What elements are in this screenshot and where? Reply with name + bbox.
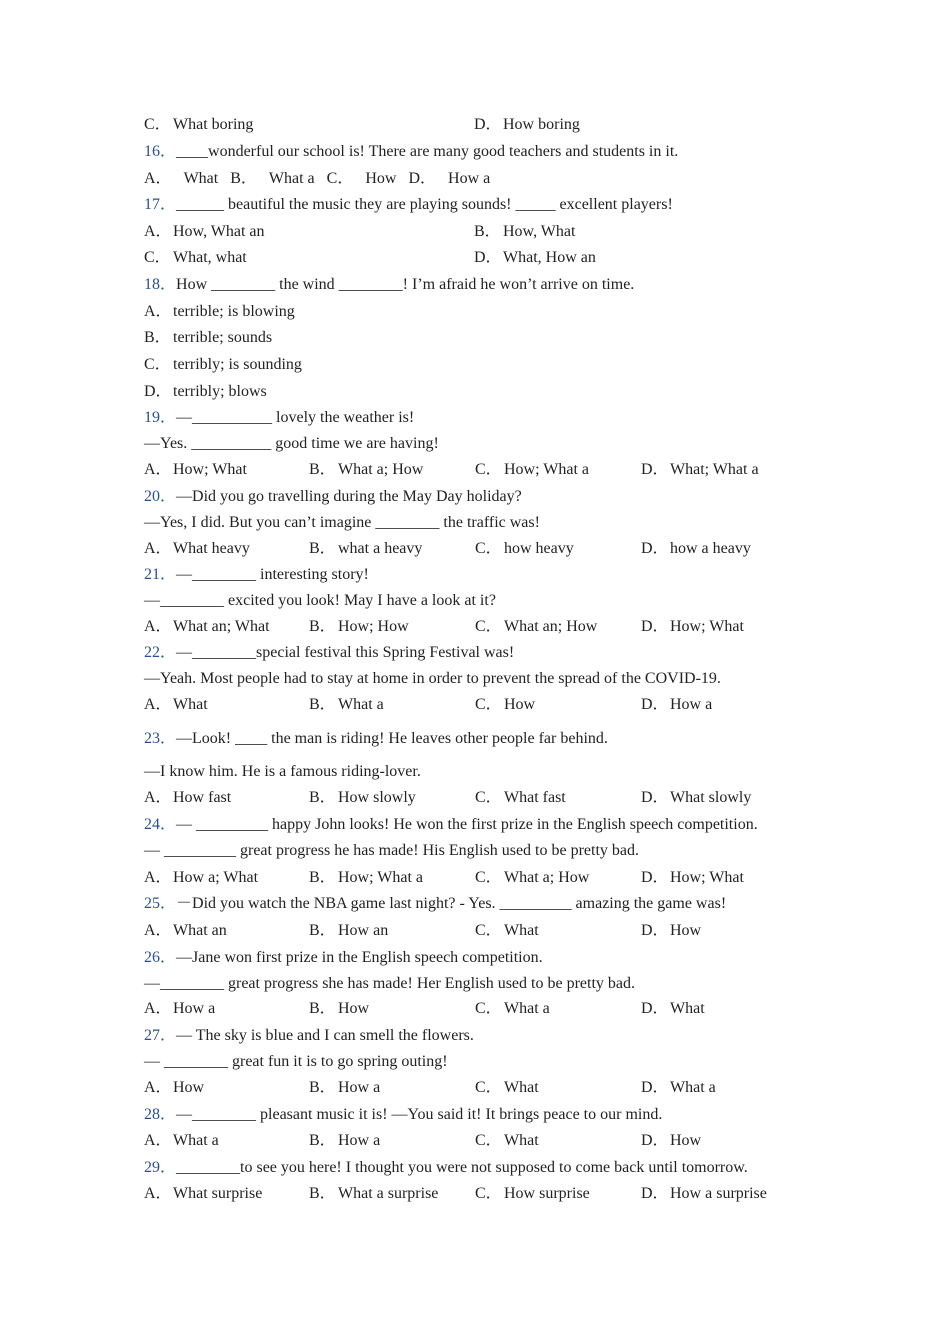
option-label: C．	[144, 249, 171, 266]
option-text: What	[504, 922, 539, 939]
question-line	[144, 815, 758, 835]
option-text: How surprise	[504, 1185, 590, 1202]
option-label: C．	[475, 540, 502, 557]
option-text: how heavy	[504, 540, 574, 557]
option-label: D．	[641, 1132, 669, 1149]
options-row	[144, 695, 824, 715]
answer-option	[309, 695, 384, 715]
option-text: What a	[504, 1000, 550, 1017]
answer-option	[144, 695, 208, 715]
option-text: How a	[670, 696, 713, 713]
answer-option	[144, 302, 295, 322]
answer-option	[641, 921, 701, 941]
option-label: B．	[309, 461, 336, 478]
question-number: 17．	[144, 196, 177, 213]
option-label: D．	[641, 540, 669, 557]
question-text: —Jane won first prize in the English speech competition.	[176, 949, 543, 966]
dialogue-line: —Yeah. Most people had to stay at home in order to prevent the spread of the COVID-19.	[144, 670, 721, 687]
answer-option	[475, 695, 535, 715]
question-text: ________to see you here! I thought you were not supposed to come back until tomorrow.	[176, 1159, 748, 1176]
option-text: How	[173, 1079, 205, 1096]
option-label: B．	[309, 540, 336, 557]
option-label: C．	[475, 922, 502, 939]
dialogue-line: —________ excited you look! May I have a look at it?	[144, 592, 496, 609]
answer-option	[475, 868, 589, 888]
answer-option	[327, 169, 397, 189]
option-label: C．	[144, 356, 171, 373]
option-text: what a heavy	[338, 540, 423, 557]
question-text: ______ beautiful the music they are playing sounds! _____ excellent players!	[176, 196, 673, 213]
dialogue-line: — _________ great progress he has made! His English used to be pretty bad.	[144, 842, 640, 859]
answer-option	[309, 1078, 380, 1098]
question-line	[144, 948, 543, 968]
answer-option	[144, 1078, 204, 1098]
option-text: How; What a	[504, 461, 590, 478]
option-text: How a	[173, 1000, 216, 1017]
answer-option	[144, 999, 215, 1019]
option-text: How a	[448, 170, 491, 187]
option-label: A．	[144, 618, 172, 635]
question-line	[144, 142, 678, 162]
option-text: How, What an	[173, 223, 265, 240]
question-text: —________special festival this Spring Festival was!	[176, 644, 515, 661]
option-text: What	[504, 1132, 539, 1149]
answer-option	[641, 460, 759, 480]
question-line	[144, 195, 673, 215]
option-text: What a; How	[504, 869, 590, 886]
answer-option	[309, 539, 422, 559]
option-text: terrible; sounds	[173, 329, 273, 346]
answer-option	[474, 222, 575, 242]
question-text: How ________ the wind ________! I’m afraid he won’t arrive on time.	[176, 276, 635, 293]
answer-option	[408, 169, 490, 189]
answer-option	[144, 169, 218, 189]
dialogue-line: —I know him. He is a famous riding-lover.	[144, 763, 421, 780]
answer-option	[144, 222, 265, 242]
option-text: how a heavy	[670, 540, 751, 557]
option-label: A．	[144, 223, 172, 240]
option-text: How; What a	[338, 869, 424, 886]
answer-option	[475, 539, 574, 559]
option-label: B．	[309, 1185, 336, 1202]
option-text: What boring	[173, 116, 254, 133]
option-text: How, What	[503, 223, 576, 240]
answer-option	[475, 1078, 539, 1098]
option-text: How	[338, 1000, 370, 1017]
option-label: C．	[475, 1000, 502, 1017]
option-label: D．	[474, 249, 502, 266]
option-label: B．	[309, 1079, 336, 1096]
option-label: D．	[641, 461, 669, 478]
option-text: How a surprise	[670, 1185, 767, 1202]
option-text: terribly; is sounding	[173, 356, 302, 373]
answer-option	[641, 1184, 767, 1204]
question-text: — The sky is blue and I can smell the flowers.	[176, 1027, 474, 1044]
question-number: 18．	[144, 276, 177, 293]
answer-option	[144, 539, 250, 559]
answer-option	[144, 1131, 219, 1151]
option-text: terrible; is blowing	[173, 303, 295, 320]
answer-option	[475, 460, 589, 480]
question-line	[144, 729, 608, 749]
question-text: —__________ lovely the weather is!	[176, 409, 415, 426]
options-row	[144, 1184, 824, 1204]
option-text: How slowly	[338, 789, 416, 806]
option-text: How	[670, 1132, 702, 1149]
option-label: D．	[641, 1185, 669, 1202]
answer-option	[641, 1131, 701, 1151]
option-text: What	[504, 1079, 539, 1096]
option-label: B．	[309, 618, 336, 635]
option-label: B．	[309, 922, 336, 939]
option-text: What surprise	[173, 1185, 263, 1202]
option-text: terribly; blows	[173, 383, 267, 400]
answer-option	[641, 999, 705, 1019]
option-text: How	[670, 922, 702, 939]
options-row	[144, 355, 824, 375]
question-text: ____wonderful our school is! There are many good teachers and students in it.	[176, 143, 679, 160]
options-row	[144, 248, 824, 268]
option-text: What a	[268, 170, 315, 187]
options-row	[144, 460, 824, 480]
option-text: How; What	[173, 461, 247, 478]
option-label: C．	[475, 696, 502, 713]
option-text: What	[183, 170, 219, 187]
dialogue-line: —Yes, I did. But you can’t imagine ________ the traffic was!	[144, 514, 540, 531]
options-row	[144, 1131, 824, 1151]
answer-option	[474, 115, 580, 135]
answer-option	[309, 921, 388, 941]
answer-option	[475, 788, 566, 808]
option-label: C．	[475, 789, 502, 806]
answer-option	[144, 460, 247, 480]
option-text: What a surprise	[338, 1185, 439, 1202]
option-label: A．	[144, 696, 172, 713]
dialogue-line: —Yes. __________ good time we are having!	[144, 435, 439, 452]
option-label: C．	[475, 618, 502, 635]
option-text: What slowly	[670, 789, 752, 806]
option-label: D．	[408, 170, 437, 187]
options-row	[144, 115, 824, 135]
answer-option	[309, 999, 369, 1019]
option-label: D．	[641, 922, 669, 939]
answer-option	[475, 999, 550, 1019]
options-row	[144, 539, 824, 559]
option-label: B．	[474, 223, 501, 240]
options-row	[144, 382, 824, 402]
option-text: What an; How	[504, 618, 598, 635]
question-line	[144, 565, 369, 585]
option-label: A．	[144, 1132, 172, 1149]
question-text: －Did you watch the NBA game last night? - Yes. _________ amazing the game was!	[176, 895, 727, 912]
answer-option	[144, 248, 247, 268]
question-line	[144, 1105, 662, 1125]
options-row	[144, 302, 824, 322]
options-row	[144, 868, 824, 888]
answer-option	[144, 115, 253, 135]
answer-option	[475, 1184, 590, 1204]
options-row	[144, 921, 824, 941]
question-number: 23．	[144, 730, 177, 747]
option-text: How	[504, 696, 536, 713]
option-label: B．	[309, 1000, 336, 1017]
option-label: A．	[144, 869, 172, 886]
option-text: What heavy	[173, 540, 250, 557]
option-label: D．	[641, 696, 669, 713]
option-label: A．	[144, 1185, 172, 1202]
option-label: A．	[144, 540, 172, 557]
answer-option	[309, 617, 409, 637]
answer-option	[475, 921, 539, 941]
question-number: 22．	[144, 644, 177, 661]
option-label: D．	[641, 618, 669, 635]
option-label: C．	[326, 170, 354, 187]
options-row	[144, 999, 824, 1019]
question-text: —Did you go travelling during the May Day holiday?	[176, 488, 522, 505]
option-label: B．	[309, 869, 336, 886]
question-number: 29．	[144, 1159, 177, 1176]
option-label: D．	[641, 1079, 669, 1096]
option-text: How; How	[338, 618, 409, 635]
option-text: What a; How	[338, 461, 424, 478]
answer-option	[144, 788, 231, 808]
option-text: What a	[173, 1132, 219, 1149]
option-label: C．	[475, 1185, 502, 1202]
option-text: How boring	[503, 116, 580, 133]
answer-option	[474, 248, 596, 268]
answer-option	[309, 868, 423, 888]
question-text: — _________ happy John looks! He won the first prize in the English speech competition.	[176, 816, 758, 833]
option-label: C．	[475, 869, 502, 886]
options-row	[144, 788, 824, 808]
options-row	[144, 328, 824, 348]
options-row	[144, 169, 502, 189]
option-label: A．	[144, 461, 172, 478]
question-number: 19．	[144, 409, 177, 426]
question-number: 27．	[144, 1027, 177, 1044]
answer-option	[144, 868, 258, 888]
option-text: How a	[338, 1079, 381, 1096]
options-row	[144, 1078, 824, 1098]
answer-option	[641, 617, 744, 637]
option-label: A．	[144, 1079, 172, 1096]
answer-option	[641, 868, 744, 888]
answer-option	[309, 788, 416, 808]
option-text: What	[173, 696, 208, 713]
answer-option	[641, 695, 712, 715]
option-label: D．	[641, 869, 669, 886]
question-text: —________ interesting story!	[176, 566, 369, 583]
option-label: B．	[309, 1132, 336, 1149]
answer-option	[144, 1184, 262, 1204]
option-label: C．	[475, 461, 502, 478]
option-text: How; What	[670, 869, 744, 886]
question-number: 21．	[144, 566, 177, 583]
option-label: D．	[641, 789, 669, 806]
options-row	[144, 222, 824, 242]
answer-option	[641, 788, 751, 808]
option-text: What a	[670, 1079, 716, 1096]
option-label: D．	[641, 1000, 669, 1017]
answer-option	[641, 1078, 716, 1098]
question-number: 16．	[144, 143, 177, 160]
option-label: B．	[309, 696, 336, 713]
option-text: How a; What	[173, 869, 259, 886]
answer-option	[641, 539, 751, 559]
answer-option	[144, 328, 272, 348]
answer-option	[475, 617, 597, 637]
option-label: B．	[230, 170, 257, 187]
option-label: B．	[144, 329, 171, 346]
answer-option	[309, 460, 423, 480]
option-text: What an; What	[173, 618, 270, 635]
option-label: B．	[309, 789, 336, 806]
option-label: A．	[144, 303, 172, 320]
option-text: What an	[173, 922, 227, 939]
option-label: C．	[144, 116, 171, 133]
question-line	[144, 894, 726, 914]
dialogue-line: — ________ great fun it is to go spring outing!	[144, 1053, 448, 1070]
option-text: What a	[338, 696, 384, 713]
option-label: D．	[474, 116, 502, 133]
question-number: 26．	[144, 949, 177, 966]
question-text: —Look! ____ the man is riding! He leaves other people far behind.	[176, 730, 608, 747]
option-text: What, How an	[503, 249, 596, 266]
answer-option	[144, 921, 227, 941]
option-label: A．	[144, 922, 172, 939]
question-line	[144, 275, 634, 295]
answer-option	[144, 382, 267, 402]
question-number: 28．	[144, 1106, 177, 1123]
answer-option	[230, 169, 314, 189]
option-text: How	[365, 170, 397, 187]
option-text: What	[670, 1000, 705, 1017]
option-text: What; What a	[670, 461, 759, 478]
option-label: C．	[475, 1079, 502, 1096]
answer-option	[309, 1131, 380, 1151]
option-text: How an	[338, 922, 389, 939]
question-number: 20．	[144, 488, 177, 505]
answer-option	[144, 617, 270, 637]
answer-option	[475, 1131, 539, 1151]
option-text: How fast	[173, 789, 232, 806]
dialogue-line: —________ great progress she has made! Her English used to be pretty bad.	[144, 975, 635, 992]
question-text: —________ pleasant music it is! —You said it! It brings peace to our mind.	[176, 1106, 663, 1123]
option-label: D．	[144, 383, 172, 400]
question-line	[144, 643, 514, 663]
option-text: What, what	[173, 249, 247, 266]
answer-option	[144, 355, 302, 375]
question-number: 25．	[144, 895, 177, 912]
options-row	[144, 617, 824, 637]
option-text: How; What	[670, 618, 744, 635]
question-line	[144, 408, 414, 428]
question-line	[144, 487, 522, 507]
option-label: A．	[144, 1000, 172, 1017]
option-label: A．	[144, 789, 172, 806]
question-line	[144, 1026, 474, 1046]
answer-option	[309, 1184, 438, 1204]
option-text: What fast	[504, 789, 566, 806]
option-label: C．	[475, 1132, 502, 1149]
option-label: A．	[144, 170, 172, 187]
option-text: How a	[338, 1132, 381, 1149]
question-number: 24．	[144, 816, 177, 833]
question-line	[144, 1158, 748, 1178]
